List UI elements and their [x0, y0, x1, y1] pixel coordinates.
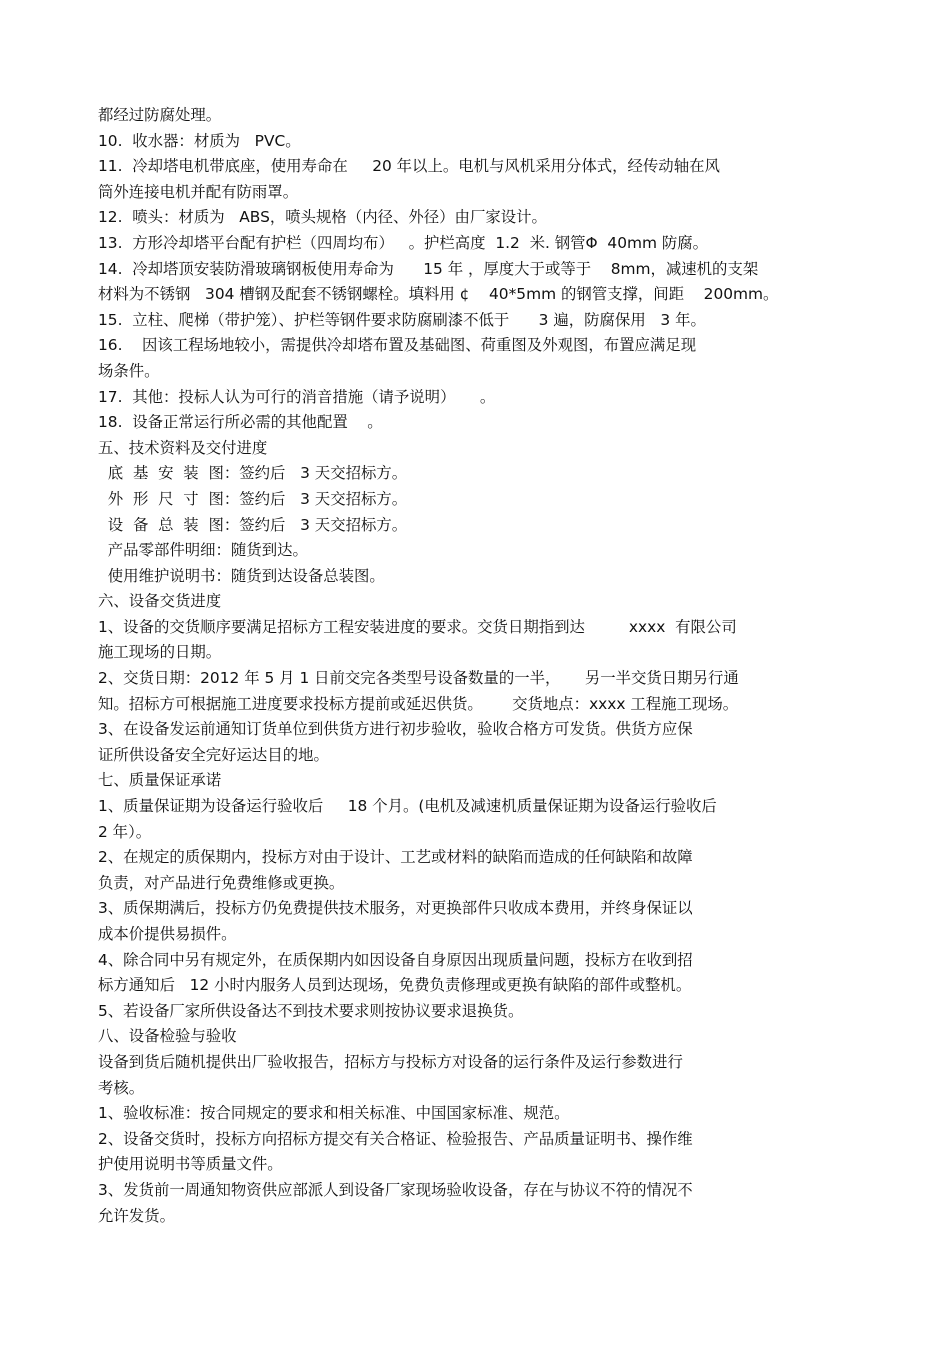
text-line: 负责，对产品进行免费维修或更换。 — [98, 873, 345, 892]
text-line: 1、设备的交货顺序要满足招标方工程安装进度的要求。交货日期指到达 xxxx 有限公司 — [98, 617, 737, 636]
text-line: 标方通知后 12 小时内服务人员到达现场，免费负责修理或更换有缺陷的部件或整机。 — [98, 976, 692, 995]
text-line: 2、设备交货时，投标方向招标方提交有关合格证、检验报告、产品质量证明书、操作维 — [98, 1129, 693, 1148]
text-line: 3、在设备发运前通知订货单位到供货方进行初步验收，验收合格方可发货。供货方应保 — [98, 720, 693, 739]
text-line: 施工现场的日期。 — [98, 643, 222, 662]
text-line: 2 年）。 — [98, 822, 152, 841]
section-heading: 七、质量保证承诺 — [98, 771, 222, 790]
text-line: 1、验收标准：按合同规定的要求和相关标准、中国国家标准、规范。 — [98, 1104, 570, 1123]
text-line: 1、质量保证期为设备运行验收后 18 个月。(电机及减速机质量保证期为设备运行验收后 — [98, 797, 717, 816]
document-body — [98, 103, 838, 1229]
text-line: 允许发货。 — [98, 1206, 175, 1225]
text-line: 证所供设备安全完好运达目的地。 — [98, 745, 329, 764]
text-line: 3、发货前一周通知物资供应部派人到设备厂家现场验收设备，存在与协议不符的情况不 — [98, 1180, 693, 1199]
text-line: 设 备 总 装 图：签约后 3 天交招标方。 — [98, 515, 408, 534]
text-line: 16. 因该工程场地较小，需提供冷却塔布置及基础图、荷重图及外观图，布置应满足现 — [98, 336, 697, 355]
text-line: 设备到货后随机提供出厂验收报告，招标方与投标方对设备的运行条件及运行参数进行 — [98, 1052, 683, 1071]
text-line: 筒外连接电机并配有防雨罩。 — [98, 182, 299, 201]
text-line: 4、除合同中另有规定外，在质保期内如因设备自身原因出现质量问题，投标方在收到招 — [98, 950, 693, 969]
text-line: 2、在规定的质保期内，投标方对由于设计、工艺或材料的缺陷而造成的任何缺陷和故障 — [98, 848, 693, 867]
text-line: 10. 收水器：材质为 PVC。 — [98, 131, 301, 150]
text-line: 15. 立柱、爬梯（带护笼）、护栏等钢件要求防腐刷漆不低于 3 遍，防腐保用 3 年。 — [98, 310, 706, 329]
text-line: 使用维护说明书：随货到达设备总装图。 — [98, 566, 385, 585]
text-line: 护使用说明书等质量文件。 — [98, 1155, 283, 1174]
text-line: 14. 冷却塔顶安装防滑玻璃钢板使用寿命为 15 年 ，厚度大于或等于 8mm，减速机的支架 — [98, 259, 759, 278]
section-heading: 五、技术资料及交付进度 — [98, 438, 268, 457]
text-line: 场条件。 — [98, 361, 160, 380]
text-line: 考核。 — [98, 1078, 145, 1097]
text-line: 3、质保期满后，投标方仍免费提供技术服务，对更换部件只收成本费用，并终身保证以 — [98, 899, 693, 918]
text-line: 12. 喷头：材质为 ABS，喷头规格（内径、外径）由厂家设计。 — [98, 208, 547, 227]
text-line: 底 基 安 装 图：签约后 3 天交招标方。 — [98, 464, 408, 483]
section-heading: 八、设备检验与验收 — [98, 1027, 237, 1046]
text-line: 18. 设备正常运行所必需的其他配置 。 — [98, 413, 383, 432]
text-line: 产品零部件明细：随货到达。 — [98, 541, 308, 560]
text-line: 成本价提供易损件。 — [98, 925, 237, 943]
section-heading: 六、设备交货进度 — [98, 592, 222, 611]
text-line: 外 形 尺 寸 图：签约后 3 天交招标方。 — [98, 489, 408, 508]
text-line: 13. 方形冷却塔平台配有护栏（四周均布） 。护栏高度 1.2 米. 钢管Φ 40mm 防腐。 — [98, 233, 709, 252]
text-line: 17. 其他：投标人认为可行的消音措施（请予说明） 。 — [98, 387, 496, 406]
text-line: 5、若设备厂家所供设备达不到技术要求则按协议要求退换货。 — [98, 1001, 524, 1020]
text-line: 知。招标方可根据施工进度要求投标方提前或延迟供货。 交货地点：xxxx 工程施工现场。 — [98, 694, 739, 713]
text-line: 11. 冷却塔电机带底座，使用寿命在 20 年以上。电机与风机采用分体式，经传动轴在风 — [98, 157, 720, 176]
text-line: 都经过防腐处理。 — [98, 106, 222, 124]
text-line: 材料为不锈钢 304 槽钢及配套不锈钢螺栓。填料用 ¢ 40*5mm 的钢管支撑，间距 200mm。 — [98, 285, 779, 304]
text-line: 2、交货日期：2012 年 5 月 1 日前交完各类型号设备数量的一半， 另一半交货日期另行通 — [98, 669, 739, 688]
